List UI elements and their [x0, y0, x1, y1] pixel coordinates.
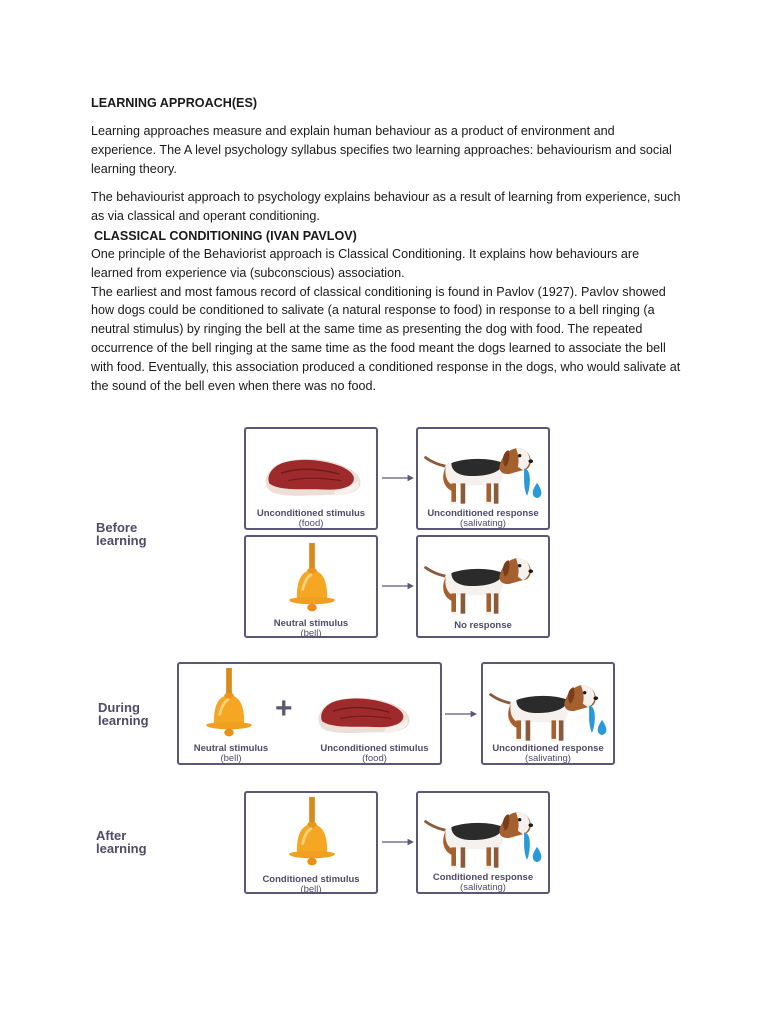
paragraph-classical-conditioning: One principle of the Behaviorist approach is Classical Conditioning. It explains how behaviours are learned from experience via (subconscious) association.: [91, 247, 640, 280]
caption-sub: (food): [362, 753, 387, 764]
arrow-icon: [382, 581, 414, 591]
caption-title: Unconditioned stimulus: [256, 508, 366, 519]
arrow-icon: [382, 837, 414, 847]
arrow-icon: [445, 709, 477, 719]
caption-title: Conditioned stimulus: [262, 874, 360, 885]
caption-sub: (bell): [300, 884, 322, 895]
caption-title: Unconditioned stimulus: [320, 743, 429, 754]
drool-icon: [521, 467, 543, 503]
plus-icon: +: [275, 692, 293, 725]
panel-conditioned-response-salivating: [416, 791, 550, 894]
phase-label-after: After learning: [96, 828, 147, 856]
meat-icon: [313, 690, 413, 738]
phase-label-before: Before learning: [96, 520, 147, 548]
panel-conditioned-stimulus-bell: [244, 791, 378, 894]
meat-icon: [260, 451, 364, 501]
caption-sub: (bell): [220, 753, 242, 764]
caption-title: Neutral stimulus: [193, 743, 269, 754]
paragraph-learning-approaches: Learning approaches measure and explain human behaviour as a product of environment and experience. The A level psychology syllabus specifies two learning approaches: behaviourism and social learning theory.: [91, 124, 672, 176]
caption-title: No response: [454, 620, 512, 631]
caption-title: Unconditioned response: [492, 743, 604, 754]
caption-sub: (salivating): [460, 518, 506, 529]
drool-icon: [586, 704, 608, 740]
caption-title: Conditioned response: [432, 872, 534, 883]
caption-sub: (food): [298, 518, 324, 529]
caption-sub: (salivating): [525, 753, 571, 764]
caption-sub: (bell): [300, 628, 322, 639]
section-heading-classical-conditioning: CLASSICAL CONDITIONING (IVAN PAVLOV): [94, 229, 357, 243]
phase-label-during: During learning: [98, 700, 149, 728]
paragraph-pavlov: The earliest and most famous record of classical conditioning is found in Pavlov (1927). Pavlov showed how dogs could be conditioned to salivate (a natural response to food) in response to a bell ringing (a neutral stimulus) by ringing the bell at the same time as presenting the dog with food. The repeated occurrence of the bell ringing at the same time as the food meant the dogs learned to associate the bell with food. Eventually, this association produced a conditioned response in the dogs, who would salivate at the sound of the bell even when there was no food.: [91, 284, 681, 393]
bell-icon: [282, 797, 342, 873]
panel-neutral-stimulus-bell: [244, 535, 378, 638]
page-title: LEARNING APPROACH(ES): [91, 96, 258, 110]
paragraph-behaviourist-approach: The behaviourist approach to psychology explains behaviour as a result of learning from experience, such as via classical and operant conditioning.: [91, 190, 681, 223]
panel-no-response: [416, 535, 550, 638]
panel-during-unconditioned-response: [481, 662, 615, 765]
dog-icon: [420, 549, 540, 623]
caption-sub: (salivating): [460, 882, 506, 893]
panel-unconditioned-response-salivating: [416, 427, 550, 530]
drool-icon: [521, 831, 543, 867]
arrow-icon: [382, 473, 414, 483]
bell-icon: [282, 543, 342, 619]
panel-during-stimuli: [177, 662, 442, 765]
panel-unconditioned-stimulus-food: [244, 427, 378, 530]
caption-title: Neutral stimulus: [273, 618, 349, 629]
bell-icon: [199, 668, 259, 744]
caption-title: Unconditioned response: [427, 508, 539, 519]
